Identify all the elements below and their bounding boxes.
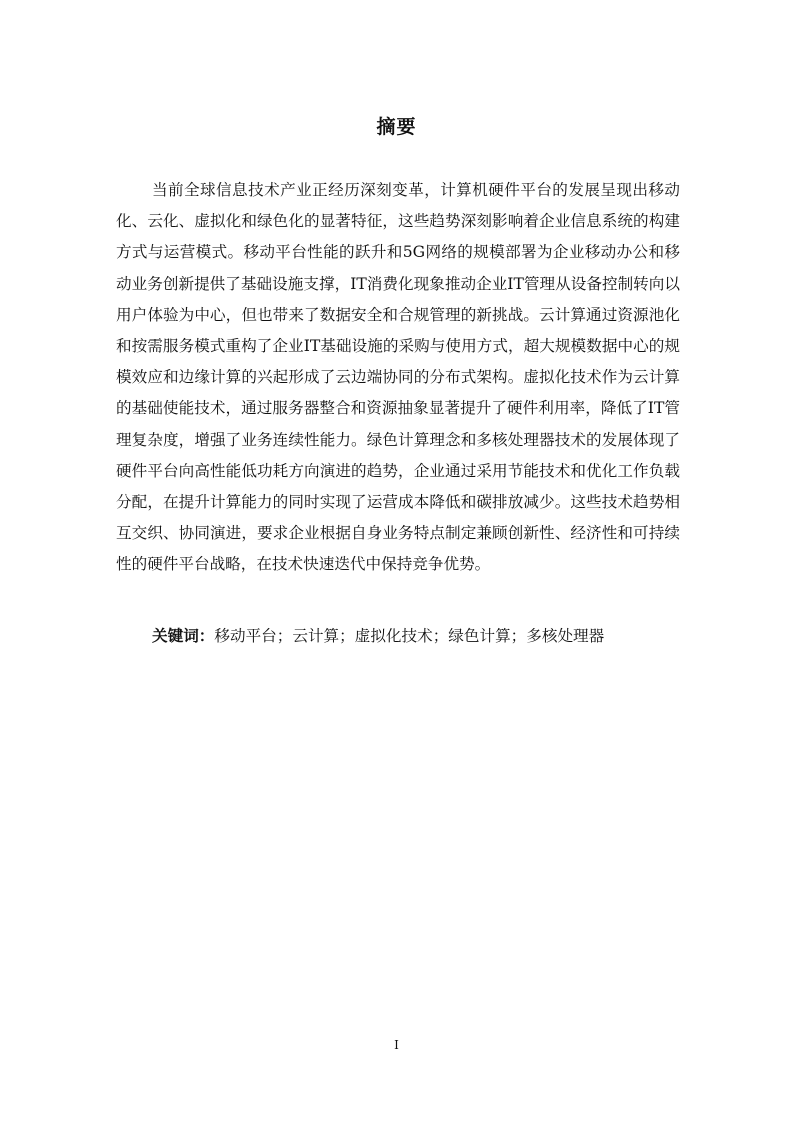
- keywords-list: 移动平台；云计算；虚拟化技术；绿色计算；多核处理器: [214, 627, 605, 645]
- abstract-title: 摘要: [376, 116, 417, 138]
- keywords-line: [116, 621, 680, 652]
- page-number: I: [394, 1038, 399, 1052]
- abstract-paragraph: 当前全球信息技术产业正经历深刻变革，计算机硬件平台的发展呈现出移动化、云化、虚拟化和绿色化的显著特征，这些趋势深刻影响着企业信息系统的构建方式与运营模式。移动平台性能的跃升和5G网络的规模部署为企业移动办公和移动业务创新提供了基础设施支撑，IT消费化现象推动企业IT管理从设备控制转向以用户体验为中心，但也带来了数据安全和合规管理的新挑战。云计算通过资源池化和按需服务模式重构了企业IT基础设施的采购与使用方式，超大规模数据中心的规模效应和边缘计算的兴起形成了云边端协同的分布式架构。虚拟化技术作为云计算的基础使能技术，通过服务器整合和资源抽象显著提升了硬件利用率，降低了IT管理复杂度，增强了业务连续性能力。绿色计算理念和多核处理器技术的发展体现了硬件平台向高性能低功耗方向演进的趋势，企业通过采用节能技术和优化工作负载分配，在提升计算能力的同时实现了运营成本降低和碳排放减少。这些技术趋势相互交织、协同演进，要求企业根据自身业务特点制定兼顾创新性、经济性和可持续性的硬件平台战略，在技术快速迭代中保持竞争优势。: [116, 181, 680, 574]
- keywords-label: 关键词：: [152, 627, 215, 645]
